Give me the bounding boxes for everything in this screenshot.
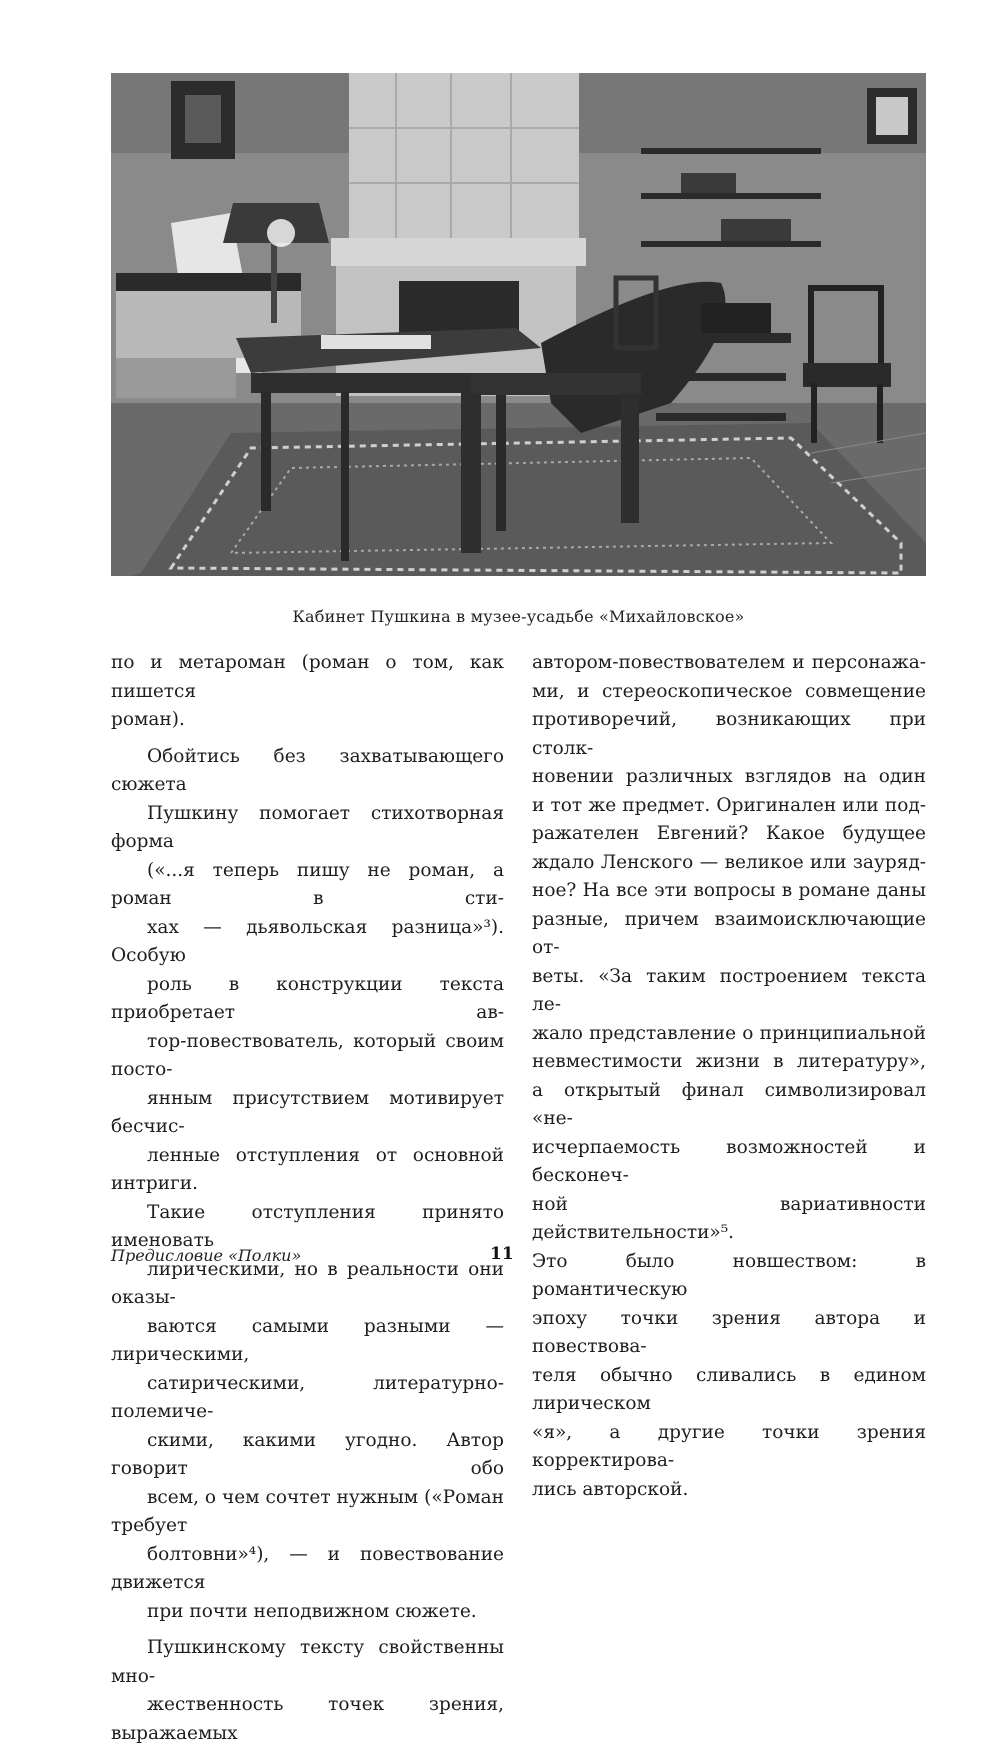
running-footer-title: Предисловие «Полки» xyxy=(111,1246,302,1265)
text-line: болтовни»⁴), — и повествование движется xyxy=(111,1543,504,1593)
text-line: хах — дьявольская разница»³). Особую xyxy=(111,916,504,966)
photo-caption: Кабинет Пушкина в музее-усадьбе «Михайловское» xyxy=(292,607,745,626)
paragraph xyxy=(532,649,926,1504)
paragraph xyxy=(111,649,504,735)
text-line: теля обычно сливались в едином лирическом xyxy=(532,1364,926,1414)
text-line: эпоху точки зрения автора и повествова- xyxy=(532,1307,926,1357)
text-line: Такие отступления принято именовать xyxy=(111,1201,504,1251)
text-line: роль в конструкции текста приобретает ав- xyxy=(111,973,504,1023)
text-line: ной вариативности действительности»⁵. xyxy=(532,1193,926,1243)
right-text-column xyxy=(532,649,926,1504)
text-line: ваются самыми разными — лирическими, xyxy=(111,1315,504,1365)
text-line: ждало Ленского — великое или зауряд- xyxy=(532,851,926,873)
study-room-illustration xyxy=(111,73,926,576)
text-line: всем, о чем сочтет нужным («Роман требует xyxy=(111,1486,504,1536)
left-text-column xyxy=(111,649,504,1748)
text-line: лись авторской. xyxy=(532,1478,689,1500)
text-line: тор-повествователь, который своим посто- xyxy=(111,1030,504,1080)
text-line: лирическими, но в реальности они оказы- xyxy=(111,1258,504,1308)
text-line: Это было новшеством: в романтическую xyxy=(532,1250,926,1300)
text-line: янным присутствием мотивирует бесчис- xyxy=(111,1087,504,1137)
text-line: а открытый финал символизировал «не- xyxy=(532,1079,926,1129)
text-line: Пушкинскому тексту свойственны мно- xyxy=(111,1637,504,1687)
page-number: 11 xyxy=(490,1244,514,1264)
text-line: жественность точек зрения, выражаемых xyxy=(111,1694,504,1744)
paragraph xyxy=(111,743,504,1627)
text-line: («...я теперь пишу не роман, а роман в сти- xyxy=(111,859,504,909)
text-line: противоречий, возникающих при столк- xyxy=(532,709,926,759)
text-line: жало представление о принципиальной xyxy=(532,1022,926,1044)
museum-study-photo xyxy=(111,73,926,576)
text-line: Пушкину помогает стихотворная форма xyxy=(111,802,504,852)
text-line: «я», а другие точки зрения корректирова- xyxy=(532,1421,926,1471)
text-line: веты. «За таким построением текста ле- xyxy=(532,965,926,1015)
text-line: ленные отступления от основной интриги. xyxy=(111,1144,504,1194)
text-line: новении различных взглядов на один xyxy=(532,766,926,787)
text-line: сатирическими, литературно-полемиче- xyxy=(111,1372,504,1422)
text-line: роман). xyxy=(111,709,185,730)
text-line: ми, и стереоскопическое совмещение xyxy=(532,680,926,702)
text-line: ражателен Евгений? Какое будущее xyxy=(532,823,926,844)
text-line: ное? На все эти вопросы в романе даны xyxy=(532,880,926,901)
text-line: и тот же предмет. Оригинален или под- xyxy=(532,794,926,816)
text-line: разные, причем взаимоисключающие от- xyxy=(532,908,926,958)
text-line: скими, какими угодно. Автор говорит обо xyxy=(111,1429,504,1479)
text-line: при почти неподвижном сюжете. xyxy=(147,1600,477,1622)
text-line: автором-повествователем и персонажа- xyxy=(532,652,926,673)
paragraph xyxy=(111,1634,504,1748)
text-line: невместимости жизни в литературу», xyxy=(532,1051,926,1072)
text-line: исчерпаемость возможностей и бесконеч- xyxy=(532,1136,926,1186)
text-line: Обойтись без захватывающего сюжета xyxy=(111,745,504,795)
text-line: по и метароман (роман о том, как пишется xyxy=(111,652,504,702)
